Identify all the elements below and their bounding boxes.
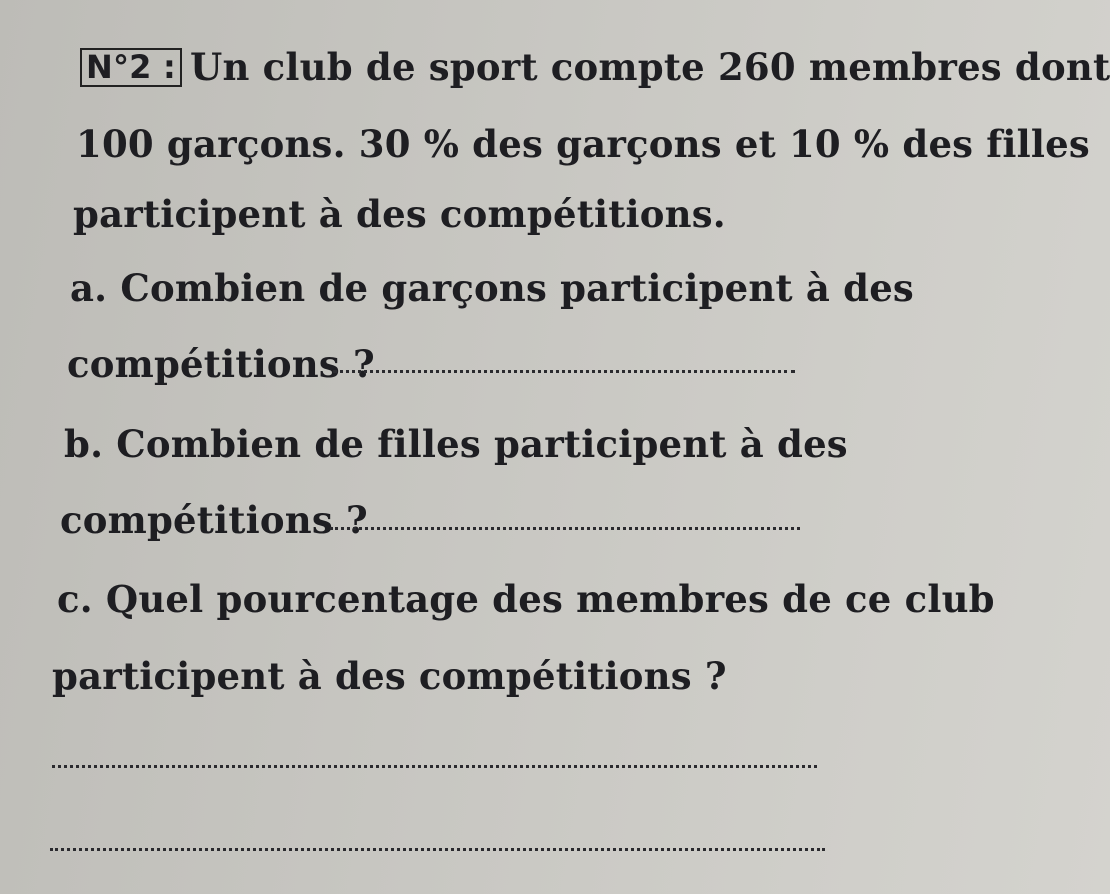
exercise-intro-text-1: Un club de sport compte 260 membres dont [189, 45, 1110, 89]
question-b-line-2: compétitions ? [60, 498, 368, 542]
answer-line-b[interactable] [330, 527, 800, 530]
answer-line-c-2[interactable] [50, 848, 825, 851]
answer-line-a[interactable] [333, 370, 795, 373]
question-a-line-2: compétitions ? [67, 342, 375, 386]
question-a-line-1: a. Combien de garçons participent à des [70, 266, 914, 310]
exercise-intro-line-2: 100 garçons. 30 % des garçons et 10 % des filles [76, 122, 1090, 166]
exercise-number-label: N°2 : [80, 48, 182, 87]
exercise-intro-line-3: participent à des compétitions. [73, 192, 726, 236]
answer-line-c-1[interactable] [52, 765, 817, 768]
question-c-line-2: participent à des compétitions ? [52, 654, 727, 698]
question-c-line-1: c. Quel pourcentage des membres de ce club [57, 577, 995, 621]
question-b-line-1: b. Combien de filles participent à des [64, 422, 848, 466]
exercise-intro-line-1 [80, 45, 1110, 89]
